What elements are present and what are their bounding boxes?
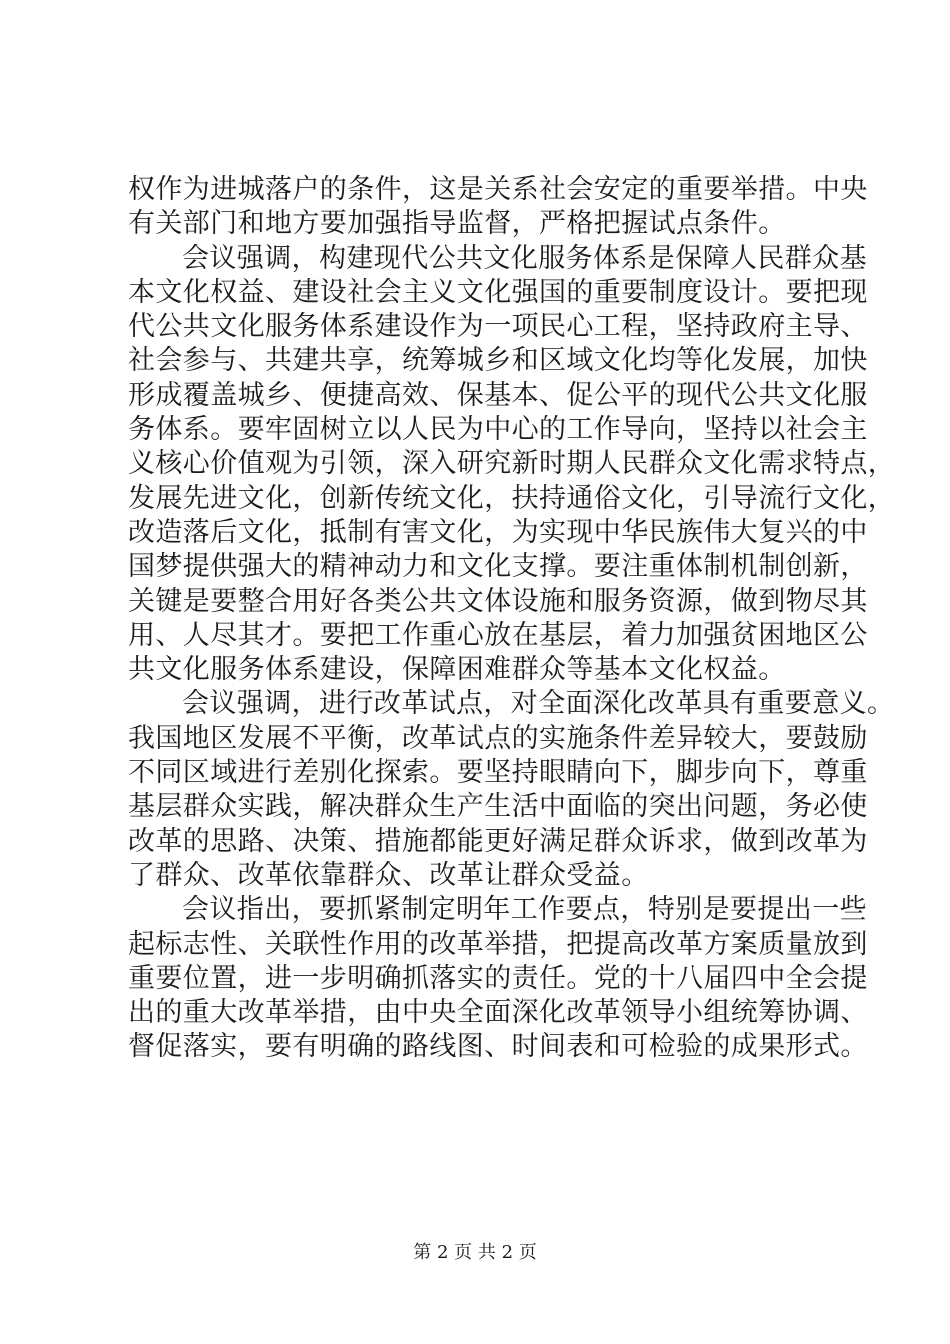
text-line: 会议强调，进行改革试点，对全面深化改革具有重要意义。: [182, 688, 895, 720]
text-line: 我国地区发展不平衡，改革试点的实施条件差异较大，要鼓励: [128, 722, 868, 754]
text-line: 督促落实，要有明确的路线图、时间表和可检验的成果形式。: [128, 1031, 868, 1063]
text-line: 出的重大改革举措，由中央全面深化改革领导小组统筹协调、: [128, 997, 868, 1029]
paragraph-1: [128, 173, 868, 242]
text-line: 国梦提供强大的精神动力和文化支撑。要注重体制机制创新，: [128, 551, 868, 583]
text-line: 社会参与、共建共享，统筹城乡和区域文化均等化发展，加快: [128, 345, 868, 377]
text-line: 用、人尽其才。要把工作重心放在基层，着力加强贫困地区公: [128, 619, 868, 651]
text-line: 发展先进文化，创新传统文化，扶持通俗文化，引导流行文化，: [128, 482, 896, 514]
text-line: 改造落后文化，抵制有害文化，为实现中华民族伟大复兴的中: [128, 516, 868, 548]
text-line: 关键是要整合用好各类公共文体设施和服务资源，做到物尽其: [128, 585, 868, 617]
text-line: 有关部门和地方要加强指导监督，严格把握试点条件。: [128, 208, 786, 240]
paragraph-3: [128, 687, 895, 893]
text-line: 改革的思路、决策、措施都能更好满足群众诉求，做到改革为: [128, 825, 868, 857]
text-line: 共文化服务体系建设，保障困难群众等基本文化权益。: [128, 654, 786, 686]
text-line: 权作为进城落户的条件，这是关系社会安定的重要举措。中央: [128, 174, 868, 205]
text-line: 会议强调，构建现代公共文化服务体系是保障人民群众基: [182, 242, 867, 274]
text-line: 了群众、改革依靠群众、改革让群众受益。: [128, 859, 649, 891]
text-line: 形成覆盖城乡、便捷高效、保基本、促公平的现代公共文化服: [128, 379, 868, 411]
text-line: 基层群众实践，解决群众生产生活中面临的突出问题，务必使: [128, 791, 868, 823]
text-line: 重要位置，进一步明确抓落实的责任。党的十八届四中全会提: [128, 962, 868, 994]
document-body: [128, 173, 896, 1065]
text-line: 会议指出，要抓紧制定明年工作要点，特别是要提出一些: [182, 894, 867, 926]
text-line: 本文化权益、建设社会主义文化强国的重要制度设计。要把现: [128, 276, 868, 308]
text-line: 务体系。要牢固树立以人民为中心的工作导向，坚持以社会主: [128, 414, 868, 446]
page-number-footer: 第 2 页 共 2 页: [413, 1242, 537, 1263]
text-line: 代公共文化服务体系建设作为一项民心工程，坚持政府主导、: [128, 311, 868, 343]
text-line: 不同区域进行差别化探索。要坚持眼睛向下，脚步向下，尊重: [128, 757, 868, 789]
text-line: 起标志性、关联性作用的改革举措，把提高改革方案质量放到: [128, 928, 868, 960]
text-line: 义核心价值观为引领，深入研究新时期人民群众文化需求特点，: [128, 448, 896, 480]
paragraph-2: [128, 242, 896, 688]
paragraph-4: [128, 893, 868, 1064]
